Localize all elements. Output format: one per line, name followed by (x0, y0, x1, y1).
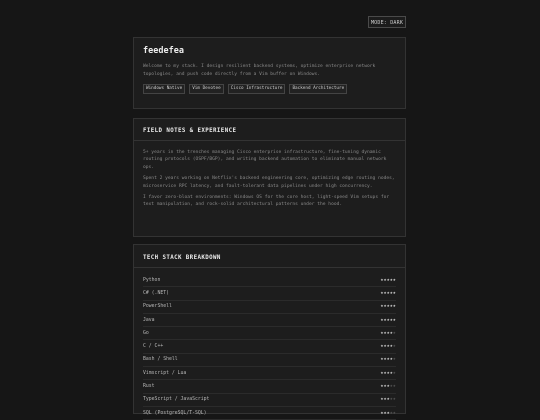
star-filled-icon: ★ (383, 384, 387, 390)
star-filled-icon: ★ (380, 304, 384, 310)
rating-stars (381, 371, 396, 376)
star-empty-icon: ★ (389, 410, 393, 416)
star-filled-icon: ★ (383, 304, 387, 310)
tech-stack-row (143, 340, 396, 353)
star-filled-icon: ★ (380, 357, 384, 363)
tech-name: TypeScript / JavaScript (143, 397, 210, 403)
tech-stack-row (143, 314, 396, 327)
star-filled-icon: ★ (380, 290, 384, 296)
star-empty-icon: ★ (389, 384, 393, 390)
profile-intro: Welcome to my stack. I design resilient backend systems, optimize enterprise network topologies, and push code directly from a Vim buffer on Windows. (143, 64, 376, 77)
rating-stars (381, 331, 396, 336)
star-filled-icon: ★ (380, 330, 384, 336)
star-filled-icon: ★ (383, 277, 387, 283)
star-filled-icon: ★ (392, 277, 396, 283)
star-empty-icon: ★ (392, 357, 396, 363)
rating-stars (381, 344, 396, 349)
star-filled-icon: ★ (389, 277, 393, 283)
star-filled-icon: ★ (383, 290, 387, 296)
star-filled-icon: ★ (389, 344, 393, 350)
tech-name: SQL (PostgreSQL/T-SQL) (143, 410, 207, 416)
tag: Vim Devotee (189, 84, 223, 94)
star-filled-icon: ★ (386, 410, 390, 416)
star-filled-icon: ★ (386, 290, 390, 296)
star-filled-icon: ★ (389, 357, 393, 363)
profile-name: feedefea (143, 46, 184, 56)
tag: Backend Architecture (289, 84, 347, 94)
star-filled-icon: ★ (389, 290, 393, 296)
star-filled-icon: ★ (383, 410, 387, 416)
tech-name: C / C++ (143, 344, 164, 350)
star-filled-icon: ★ (383, 344, 387, 350)
star-filled-icon: ★ (383, 397, 387, 403)
profile-card (133, 37, 406, 109)
star-filled-icon: ★ (386, 304, 390, 310)
tech-stack-list (143, 274, 396, 420)
tech-stack-row (143, 380, 396, 393)
rating-stars (381, 318, 396, 323)
star-filled-icon: ★ (386, 397, 390, 403)
tech-stack-row (143, 407, 396, 420)
star-empty-icon: ★ (392, 397, 396, 403)
star-filled-icon: ★ (380, 410, 384, 416)
section-title: TECH STACK BREAKDOWN (143, 255, 221, 261)
tag: Windows Native (143, 84, 185, 94)
tag: Cisco Infrastructure (228, 84, 286, 94)
star-empty-icon: ★ (392, 370, 396, 376)
tech-name: Java (143, 317, 155, 323)
rating-stars (381, 304, 396, 309)
tech-stack-row (143, 274, 396, 287)
star-filled-icon: ★ (392, 304, 396, 310)
rating-stars (381, 357, 396, 362)
field-notes-card (133, 118, 406, 237)
star-filled-icon: ★ (389, 370, 393, 376)
star-empty-icon: ★ (392, 384, 396, 390)
rating-stars (381, 384, 396, 389)
tech-name: Vimscript / Lua (143, 370, 187, 376)
rating-stars (381, 397, 396, 402)
rating-stars (381, 278, 396, 283)
star-filled-icon: ★ (380, 397, 384, 403)
star-filled-icon: ★ (383, 357, 387, 363)
tech-name: Rust (143, 384, 155, 390)
rating-stars (381, 291, 396, 296)
star-filled-icon: ★ (386, 330, 390, 336)
star-filled-icon: ★ (389, 330, 393, 336)
tech-name: Python (143, 277, 161, 283)
star-empty-icon: ★ (392, 410, 396, 416)
star-filled-icon: ★ (386, 277, 390, 283)
star-empty-icon: ★ (392, 344, 396, 350)
tech-name: C# (.NET) (143, 290, 169, 296)
notes-paragraph: I favor zero-bloat environments: Windows OS for the core host, light-speed Vim setups for text manipulation, and rock-solid architectural patterns under the hood. (143, 195, 390, 208)
star-filled-icon: ★ (386, 317, 390, 323)
notes-paragraph: Spent 2 years working on Netflix's backend engineering core, optimizing edge routing nodes, microservice RPC latency, and fault-tolerant data pipelines under high concurrency. (143, 176, 395, 189)
star-filled-icon: ★ (389, 304, 393, 310)
star-filled-icon: ★ (392, 290, 396, 296)
divider (134, 140, 405, 141)
divider (134, 267, 405, 268)
star-filled-icon: ★ (386, 384, 390, 390)
star-filled-icon: ★ (389, 317, 393, 323)
section-title: FIELD NOTES & EXPERIENCE (143, 128, 237, 134)
rating-stars (381, 411, 396, 416)
star-filled-icon: ★ (383, 370, 387, 376)
star-filled-icon: ★ (380, 277, 384, 283)
star-filled-icon: ★ (380, 384, 384, 390)
notes-paragraph: 5+ years in the trenches managing Cisco enterprise infrastructure, fine-tuning dynamic routing protocols (OSPF/BGP), and writing backend automation to eliminate manual network ops. (143, 150, 387, 170)
star-filled-icon: ★ (386, 344, 390, 350)
tech-name: Go (143, 330, 149, 336)
tech-stack-row (143, 287, 396, 300)
star-filled-icon: ★ (392, 317, 396, 323)
star-filled-icon: ★ (380, 317, 384, 323)
tech-stack-row (143, 327, 396, 340)
tech-stack-row (143, 367, 396, 380)
tech-name: Bash / Shell (143, 357, 178, 363)
star-filled-icon: ★ (386, 357, 390, 363)
star-filled-icon: ★ (386, 370, 390, 376)
tag-list (143, 84, 396, 94)
star-empty-icon: ★ (392, 330, 396, 336)
star-empty-icon: ★ (389, 397, 393, 403)
star-filled-icon: ★ (383, 330, 387, 336)
star-filled-icon: ★ (383, 317, 387, 323)
tech-stack-row (143, 301, 396, 314)
tech-stack-card (133, 244, 406, 414)
theme-toggle-button[interactable]: MODE: DARK (368, 16, 406, 28)
tech-name: PowerShell (143, 304, 172, 310)
star-filled-icon: ★ (380, 344, 384, 350)
star-filled-icon: ★ (380, 370, 384, 376)
tech-stack-row (143, 354, 396, 367)
